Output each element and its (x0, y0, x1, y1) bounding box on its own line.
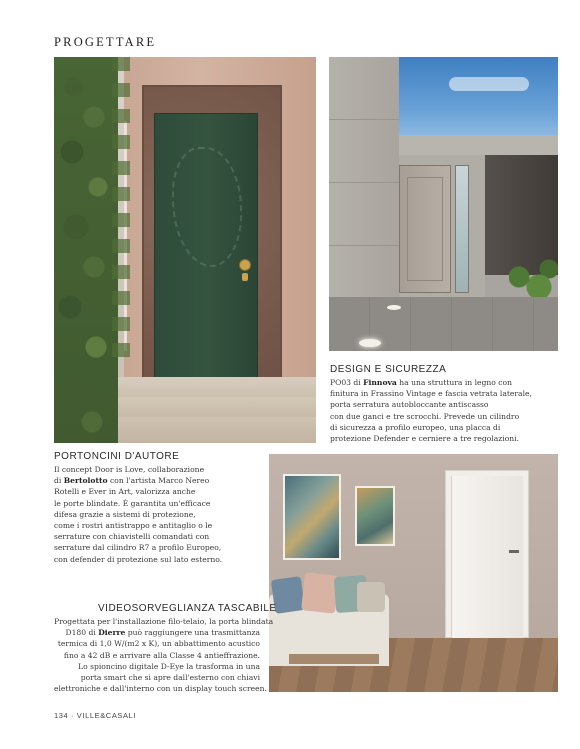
text-line: difesa grazie a sistemi di protezione, (54, 509, 196, 519)
text-line: PO03 di Finnova ha una struttura in legno con (330, 378, 512, 387)
text-line: le porte blindate. È garantita un'efficace (54, 498, 211, 508)
text-line: Rotelli e Ever in Art, valorizza anche (54, 487, 196, 497)
text-line: Lo spioncino digitale D-Eye la trasforma in una (78, 661, 260, 671)
text-line: di sicurezza a profilo europeo, una placca di (330, 422, 501, 432)
text-line: elettroniche e dall'interno con un display touch screen. (54, 684, 267, 694)
text-line: fino a 42 dB e arrivare alla Classe 4 antieffrazione. (63, 650, 260, 660)
text-line: D180 di Dierre può raggiungere una trasmittanza (65, 628, 260, 638)
text-line: serrature con chiavistelli comandati con (54, 532, 210, 542)
body-videosorveglianza (54, 616, 274, 694)
text-line: protezione Defender e cerniere a tre regolazioni. (330, 434, 519, 444)
page-footer: 134 · VILLE&CASALI (54, 711, 137, 720)
text-line: con due ganci e tre scrocchi. Prevede un cilindro (330, 411, 520, 421)
text-line: serrature dal cilindro R7 a profilo Europeo, (54, 543, 222, 553)
ivy-foliage (54, 57, 118, 443)
photo-living-room (269, 454, 558, 692)
text-line: Il concept Door is Love, collaborazione (54, 465, 205, 474)
section-title: PROGETTARE (54, 35, 157, 49)
text-line: Progettata per l'installazione filo-telaio, la porta blindata (54, 617, 274, 626)
text-line: porta serratura autobloccante antiscasso (330, 400, 489, 410)
text-line: di Bertolotto con l'artista Marco Nereo (54, 476, 210, 486)
heading-portoncini-autore: PORTONCINI D'AUTORE (54, 451, 180, 462)
painting-abstract (283, 474, 341, 560)
text-line: con defender di protezione sul lato esterno. (54, 554, 223, 564)
text-line: come i rostri antistrappo e antitaglio o le (54, 521, 213, 531)
white-door (451, 476, 523, 638)
body-design-sicurezza (330, 377, 562, 444)
body-portoncini-autore (54, 464, 259, 565)
photo-green-door (54, 57, 316, 443)
photo-concrete-house (329, 57, 558, 351)
door-knob-icon (240, 260, 250, 270)
text-line: termica di 1,0 W/(m2 x K), un abbattimento acustico (57, 639, 260, 649)
text-line: porta smart che si apre dall'esterno con chiavi (80, 673, 260, 683)
painting-small (355, 486, 395, 546)
heading-design-sicurezza: DESIGN E SICUREZZA (330, 364, 447, 375)
heading-videosorveglianza: VIDEOSORVEGLIANZA TASCABILE (98, 603, 277, 614)
text-line: finitura in Frassino Vintage e fascia vetrata laterale, (330, 389, 532, 399)
